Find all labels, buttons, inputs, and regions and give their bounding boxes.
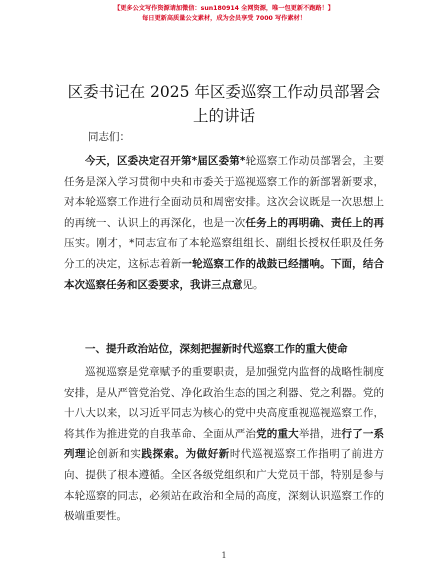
paragraph-2-text-3: 论创新和实 [86,448,142,461]
paragraph-2-text-4: 时代巡视巡察工作指明了前进方向、提供了根本遵循。全区各级党组织和广大党员干部，特别是参与本轮巡察的同志，必须站在政治和全局的高度，深刻认识巡察工作的极端重要性。 [64,448,385,523]
paragraph-1-emphasis-3: 一轮巡察工作的战鼓已经擂响。下面，结合本次巡察任务和区委要求，我讲三点意 [64,257,385,291]
section-heading-1: 一、提升政治站位，深刻把握新时代巡察工作的重大使命 [85,343,348,355]
paragraph-1-emphasis-2: 任务上的再明确、责任上的再 [245,216,385,229]
paragraph-2-emphasis-2: 行了一系列理 [64,427,385,461]
paragraph-1-text-1: 轮巡察工作动员部署会，主要任务是深入学习贯彻中央和市委关于巡视巡察工作的新部署新要求，对本轮巡察工作进行全面动员和周密安排。这次会议既是一次思想上的再统一、认识上的再深化，也是一次 [64,155,385,229]
paragraph-1-text-2: 压实。刚才，*同志宣布了本轮巡察组组长、副组长授权任职及任务分工的决定，这标志着新 [64,237,384,270]
paragraph-1-text-3: 见。 [242,278,264,291]
paragraph-1-emphasis-1: 今天，区委决定召开第*届区委第* [85,155,246,167]
paragraph-1 [64,151,384,295]
paragraph-2-emphasis-3: 践探索。为做好新 [141,448,230,461]
paragraph-2-text-1: 巡视巡察是党章赋予的重要职责，是加强党内监督的战略性制度安排，是从严管党治党、净化政治生态的国之利器、党之利器。党的十八大以来，以习近平同志为核心的党中央高度重视巡视巡察工作，将其作为推进党的自我革命、全面从严治 [64,366,384,440]
document-title: 区委书记在 2025 年区委巡察工作动员部署会上的讲话 [67,83,381,125]
promo-banner [0,4,448,24]
page-number: 1 [221,551,227,560]
paragraph-2-emphasis-1: 党的重大 [256,427,299,440]
paragraph-2-text-2: 举措，进 [298,427,342,440]
promo-banner-line-2: 每日更新高质量公文素材，成为会员享受 7000 写作素材！ [142,15,306,22]
paragraph-2 [64,362,384,527]
promo-banner-line-1: 【更多公文写作资源请加微信：sun180914 全网资源，唯一包更新不跑路！】 [114,5,334,12]
greeting: 同志们： [88,131,130,143]
